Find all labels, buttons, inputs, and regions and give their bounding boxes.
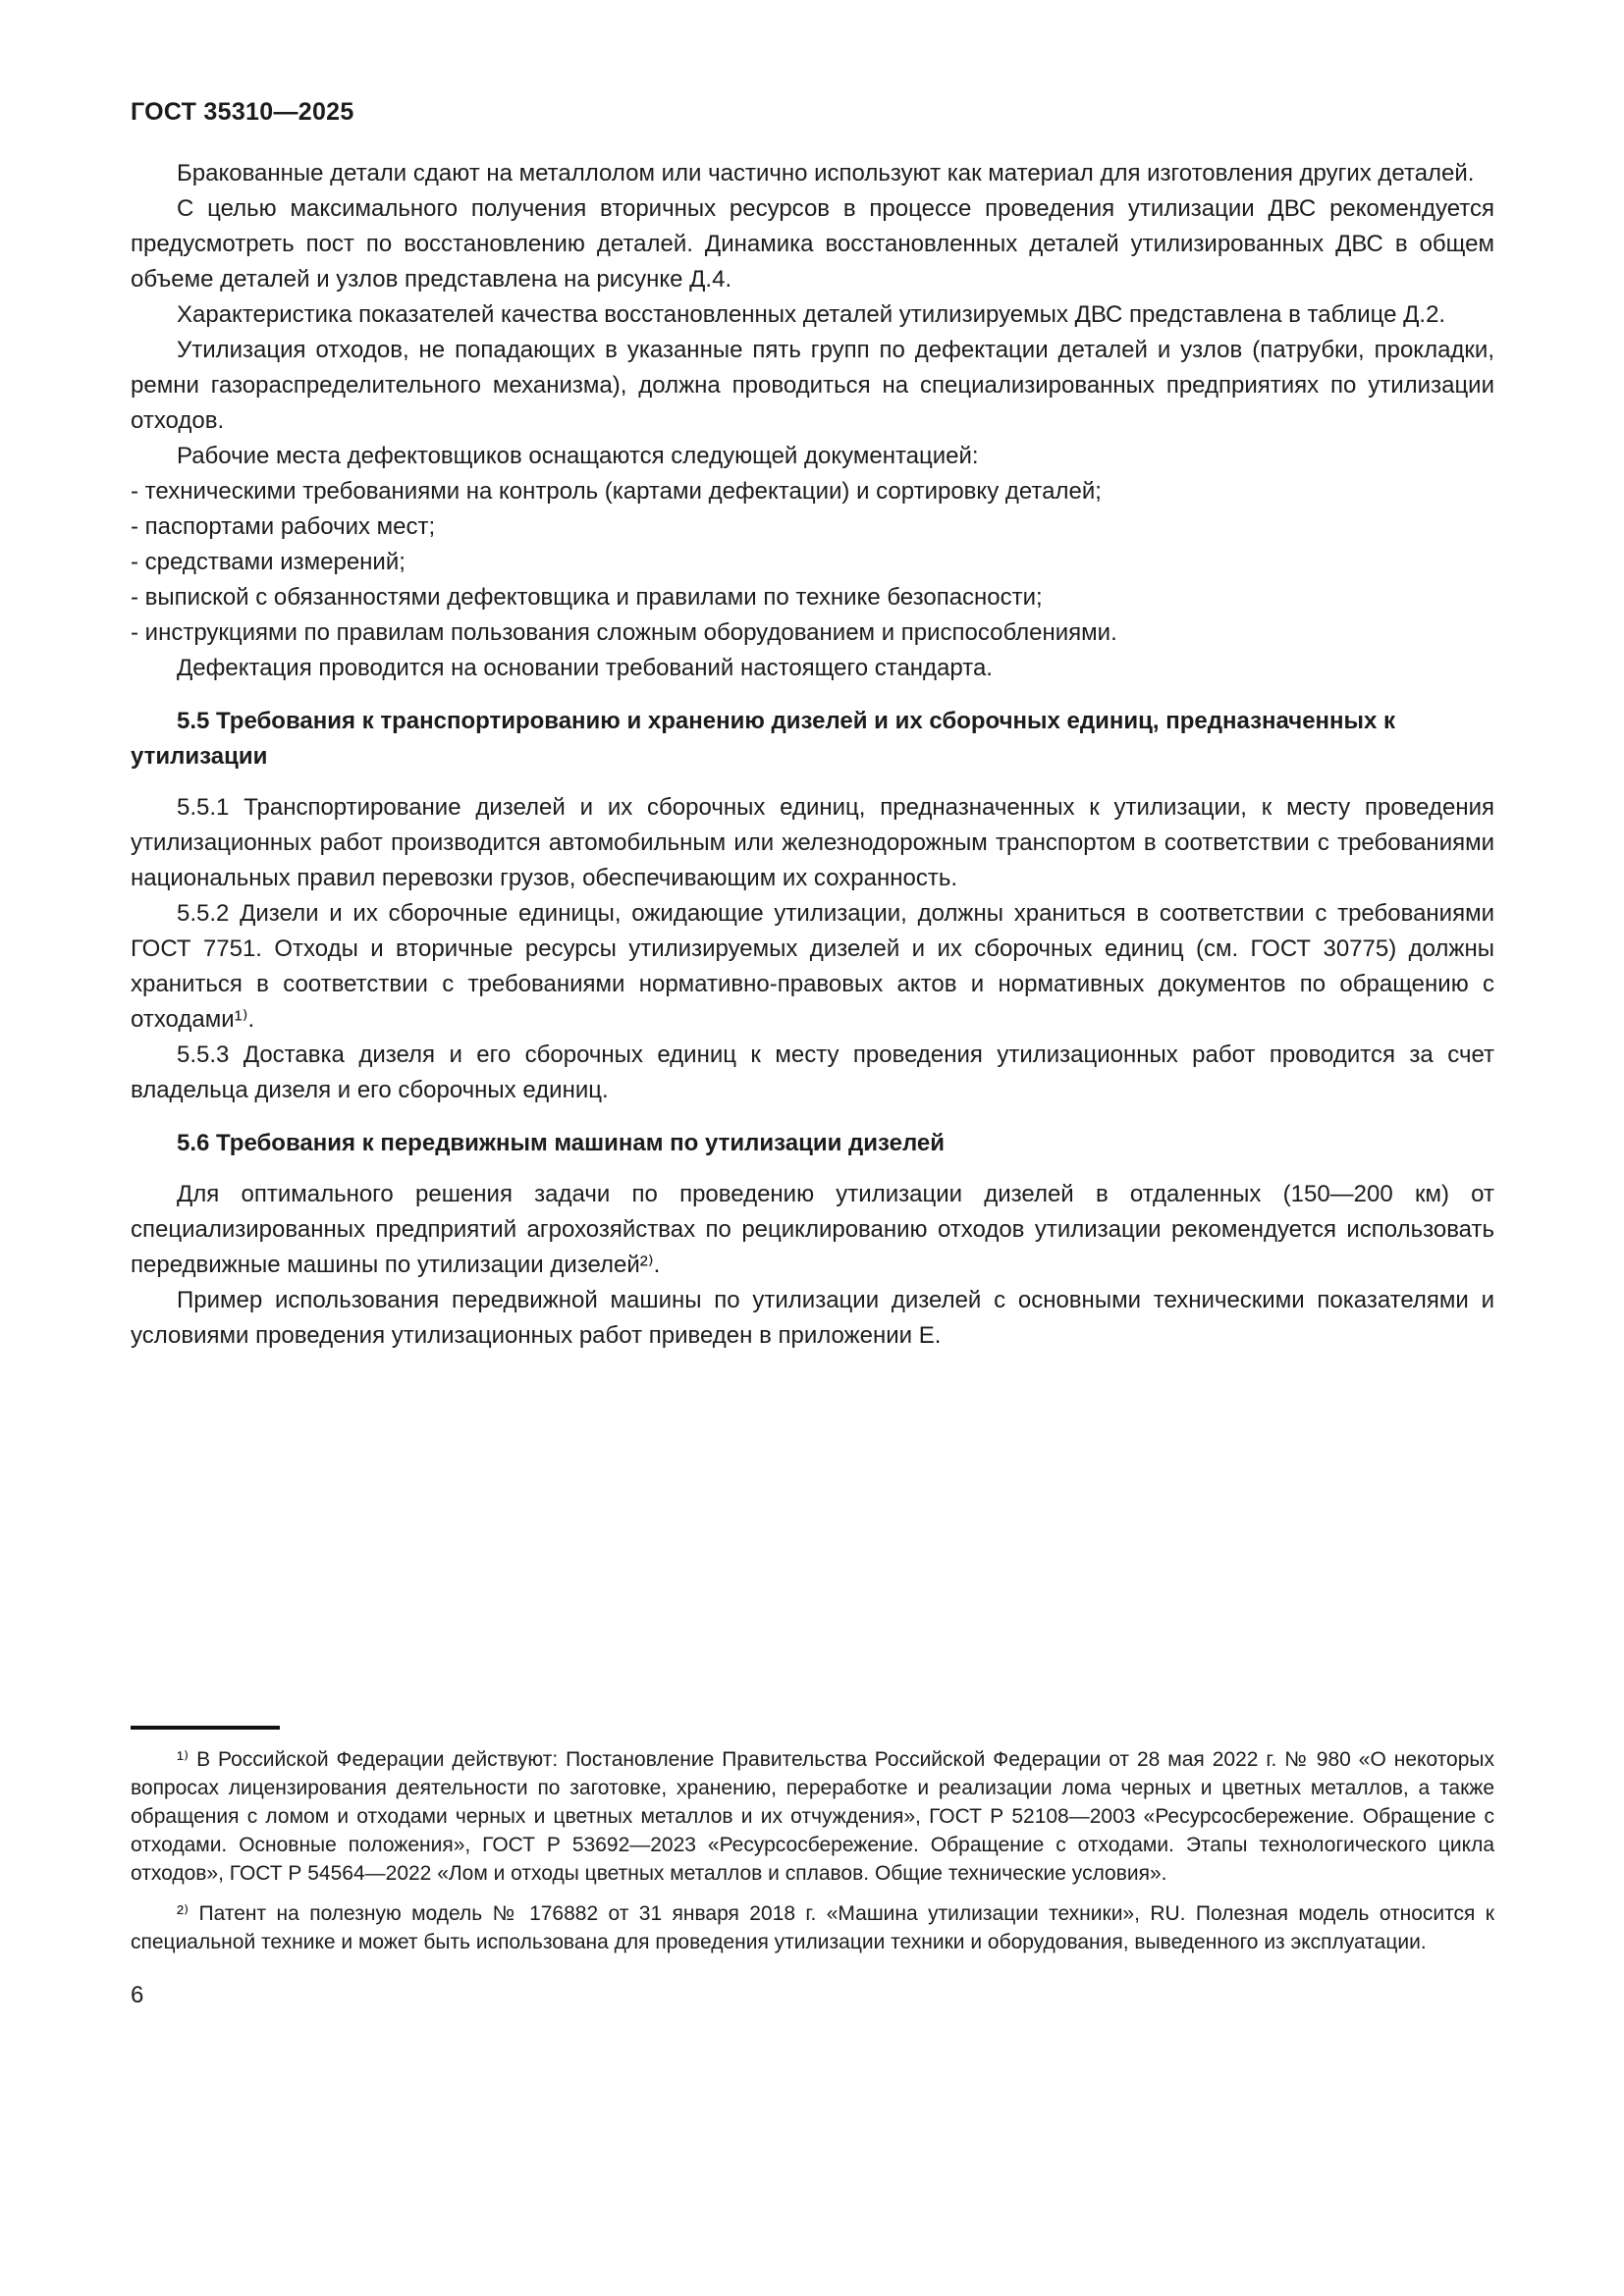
footnotes	[131, 1745, 1494, 1956]
document-content	[131, 156, 1494, 1354]
paragraph: Утилизация отходов, не попадающих в указанные пять групп по дефектации деталей и узлов (патрубки, прокладки, ремни газораспределительного механизма), должна проводиться на специализированных предприятиях по утилизации отходов.	[131, 337, 1494, 434]
doc-number: ГОСТ 35310—2025	[131, 98, 354, 126]
paragraph: Дефектация проводится на основании требований настоящего стандарта.	[177, 655, 993, 681]
paragraph: Бракованные детали сдают на металлолом или частично используют как материал для изготовления других деталей.	[177, 160, 1475, 187]
footnote: ²⁾ Патент на полезную модель № 176882 от 31 января 2018 г. «Машина утилизации техники», RU. Полезная модель относится к специальной технике и может быть использована для проведения утилизации техники и оборудования, выведенного из эксплуатации.	[131, 1902, 1494, 1953]
paragraph: 5.5.3 Доставка дизеля и его сборочных единиц к месту проведения утилизационных работ проводится за счет владельца дизеля и его сборочных единиц.	[131, 1041, 1494, 1103]
footnote-rule	[131, 1726, 280, 1730]
list-item: - техническими требованиями на контроль (картами дефектации) и сортировку деталей;	[131, 478, 1102, 505]
paragraph: Рабочие места дефектовщиков оснащаются следующей документацией:	[177, 443, 979, 469]
footnote-area	[131, 1726, 1494, 1956]
paragraph: Пример использования передвижной машины по утилизации дизелей с основными техническими показателями и условиями проведения утилизационных работ приведен в приложении Е.	[131, 1287, 1494, 1349]
paragraph: 5.5.2 Дизели и их сборочные единицы, ожидающие утилизации, должны храниться в соответствии с требованиями ГОСТ 7751. Отходы и вторичные ресурсы утилизируемых дизелей и их сборочных единиц (см. ГОСТ 30775) должны храниться в соответствии с требованиями нормативно-правовых актов и нормативных документов по обращению с отходами¹⁾.	[131, 900, 1494, 1033]
spacer	[131, 1354, 1494, 1726]
list-item: - выпиской с обязанностями дефектовщика и правилами по технике безопасности;	[131, 584, 1043, 611]
section-heading: 5.6 Требования к передвижным машинам по утилизации дизелей	[177, 1130, 946, 1156]
paragraph: С целью максимального получения вторичных ресурсов в процессе проведения утилизации ДВС рекомендуется предусмотреть пост по восстановлению деталей. Динамика восстановленных деталей утилизированных ДВС в общем объеме деталей и узлов представлена на рисунке Д.4.	[131, 195, 1494, 293]
page-number: 6	[131, 1982, 144, 2008]
footnote: ¹⁾ В Российской Федерации действуют: Постановление Правительства Российской Федерации от 28 мая 2022 г. № 980 «О некоторых вопросах лицензирования деятельности по заготовке, хранению, переработке и реализации лома черных и цветных металлов, а также обращения с ломом и отходами черных и цветных металлов и их отчуждения», ГОСТ Р 52108—2003 «Ресурсосбережение. Обращение с отходами. Основные положения», ГОСТ Р 53692—2023 «Ресурсосбережение. Обращение с отходами. Этапы технологического цикла отходов», ГОСТ Р 54564—2022 «Лом и отходы цветных металлов и сплавов. Общие технические условия».	[131, 1748, 1494, 1885]
list-item: - паспортами рабочих мест;	[131, 513, 436, 540]
paragraph: Характеристика показателей качества восстановленных деталей утилизируемых ДВС представлена в таблице Д.2.	[177, 301, 1446, 328]
section-heading: 5.5 Требования к транспортированию и хранению дизелей и их сборочных единиц, предназначенных к утилизации	[131, 708, 1396, 770]
list-item: - средствами измерений;	[131, 549, 406, 575]
list-item: - инструкциями по правилам пользования сложным оборудованием и приспособлениями.	[131, 619, 1117, 646]
paragraph: Для оптимального решения задачи по проведению утилизации дизелей в отдаленных (150—200 км) от специализированных предприятий агрохозяйствах по рециклированию отходов утилизации рекомендуется использовать передвижные машины по утилизации дизелей²⁾.	[131, 1181, 1494, 1278]
paragraph: 5.5.1 Транспортирование дизелей и их сборочных единиц, предназначенных к утилизации, к месту проведения утилизационных работ производится автомобильным или железнодорожным транспортом в соответствии с требованиями национальных правил перевозки грузов, обеспечивающим их сохранность.	[131, 794, 1494, 891]
